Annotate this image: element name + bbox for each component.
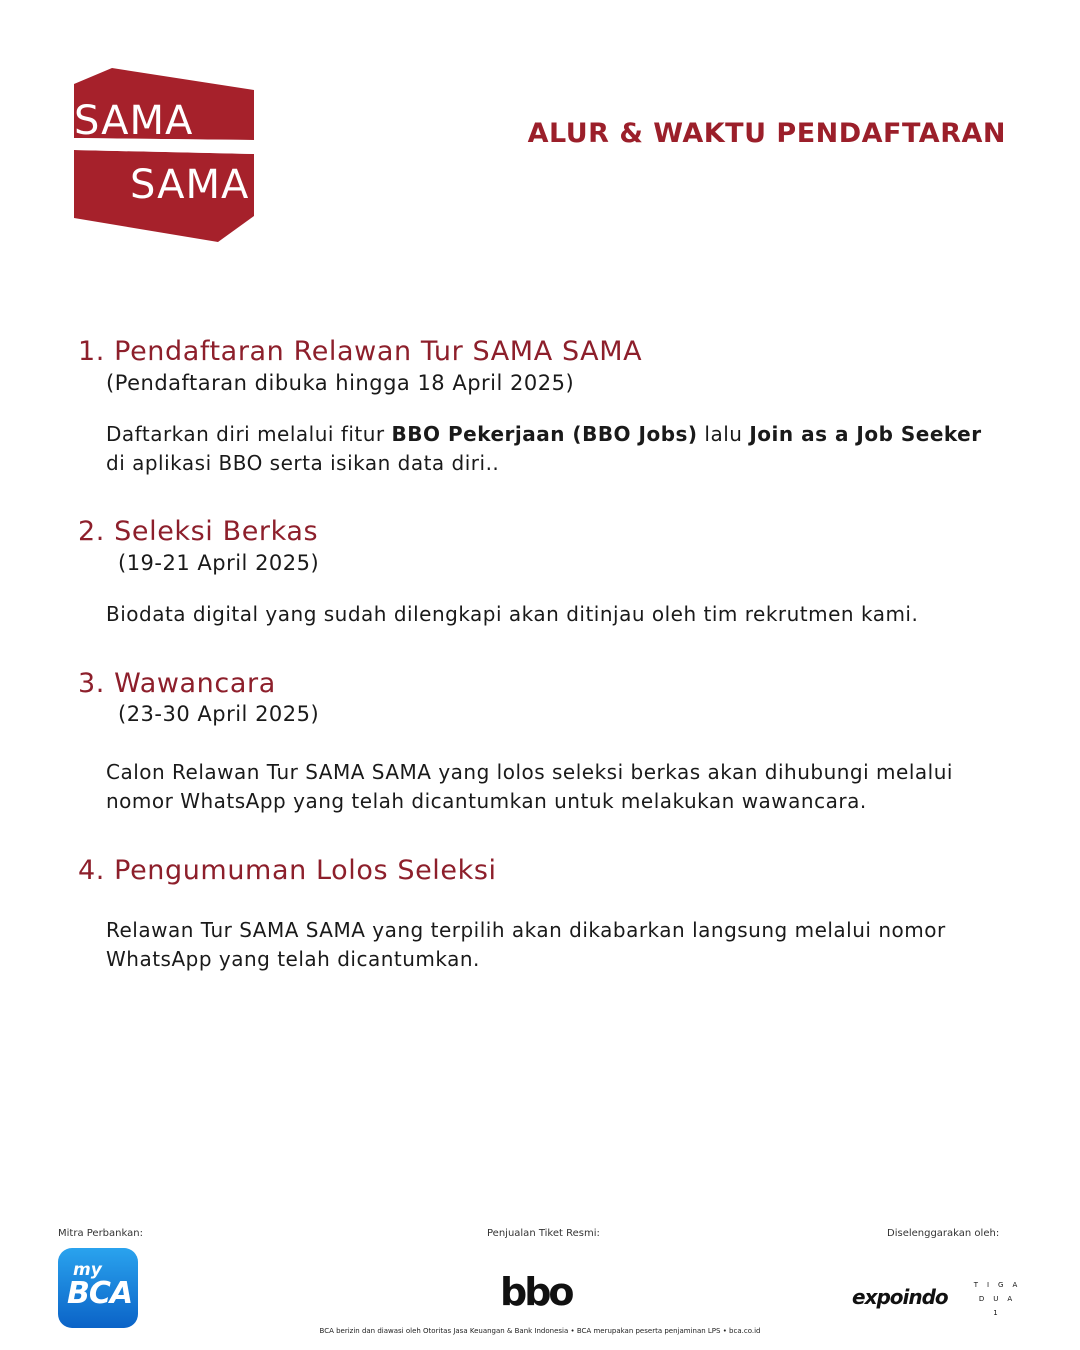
step-1-desc-bbo-jobs: BBO Pekerjaan (BBO Jobs) [391,422,698,446]
page-title: ALUR & WAKTU PENDAFTARAN [527,118,1006,149]
step-1-desc-job-seeker: Join as a Job Seeker [749,422,982,446]
satu-text: 1 [993,1309,1007,1317]
step-1-desc-text: di aplikasi BBO serta isikan data diri.. [106,451,500,475]
step-2-date: (19-21 April 2025) [118,551,320,575]
mybca-logo [58,1248,138,1328]
mybca-my: my [73,1260,102,1280]
step-3-description: Calon Relawan Tur SAMA SAMA yang lolos seleksi berkas akan dihubungi melalui nomor WhatsApp yang telah dicantumkan untuk melakukan wawancara. [106,760,953,813]
bbo-logo: bbo [500,1270,572,1314]
step-3-date: (23-30 April 2025) [118,702,320,726]
step-1-date: (Pendaftaran dibuka hingga 18 April 2025) [106,371,575,395]
step-4-description: Relawan Tur SAMA SAMA yang terpilih akan dikabarkan langsung melalui nomor WhatsApp yang telah dicantumkan. [106,918,946,971]
step-1-desc-text: lalu [697,422,750,446]
step-3-title: 3. Wawancara [78,668,276,699]
step-1-description [106,420,986,478]
logo-line2: SAMA [130,162,250,208]
step-4-title: 4. Pengumuman Lolos Seleksi [78,855,497,886]
expoindo-logo: expoindo [852,1285,948,1309]
tiga-dua-satu-logo [970,1278,1030,1320]
step-1-desc-text: Daftarkan diri melalui fitur [106,422,392,446]
step-2-description: Biodata digital yang sudah dilengkapi akan ditinjau oleh tim rekrutmen kami. [106,602,919,626]
mybca-bca: BCA [67,1276,133,1311]
sama-sama-logo [72,66,256,244]
diselenggarakan-label: Diselenggarakan oleh: [887,1228,1000,1239]
bca-disclaimer: BCA berizin dan diawasi oleh Otoritas Jasa Keuangan & Bank Indonesia • BCA merupakan peserta penjaminan LPS • bca.co.id [319,1327,761,1335]
tiga-text: TIGA [973,1281,1027,1289]
logo-line1: SAMA [74,98,194,144]
mitra-perbankan-label: Mitra Perbankan: [58,1228,143,1239]
step-1-title: 1. Pendaftaran Relawan Tur SAMA SAMA [78,336,643,367]
penjualan-tiket-label: Penjualan Tiket Resmi: [487,1228,600,1239]
step-2-title: 2. Seleksi Berkas [78,516,319,547]
dua-text: DUA [978,1295,1022,1303]
